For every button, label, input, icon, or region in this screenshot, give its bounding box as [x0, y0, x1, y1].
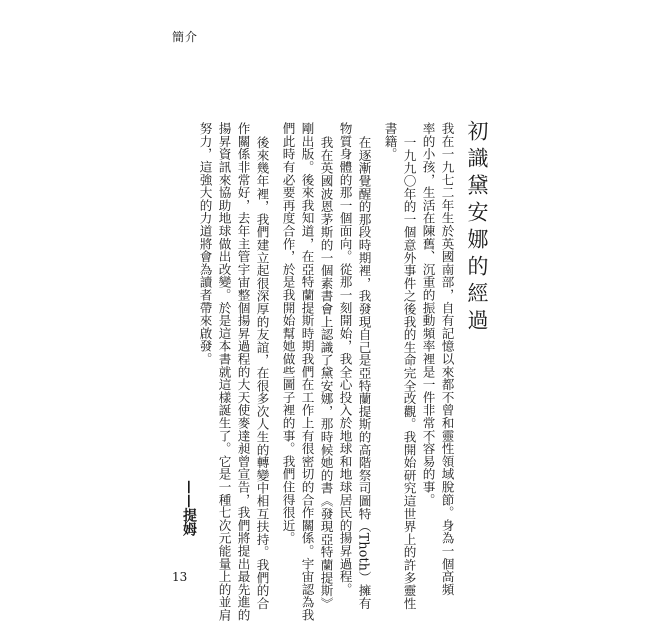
text-column: 我在一九七二年生於英國南部，自有記憶以來都不曾和靈性領域脫節。身為一個高頻: [439, 122, 455, 596]
chapter-title: 初識黛安娜的經過: [465, 120, 489, 336]
text-column: 作關係非常好，去年主管宇宙整個揚昇過程的大天使麥達昶曾宣告，我們將提出最先進的: [235, 122, 251, 621]
text-column: 揚昇資訊來協助地球做出改變。於是這本書就這樣誕生了。它是一種七次元能量上的並肩: [216, 122, 232, 621]
text-column: 後來幾年裡，我們建立起很深厚的友誼，在很多次人生的轉變中相互扶持。我們的合: [254, 136, 270, 610]
text-column: 率的小孩，生活在陳舊、沉重的振動頻率裡是一件非常不容易的事。: [420, 122, 436, 506]
text-column: 們此時有必要再度合作，於是我開始幫她做些圖子裡的事。我們住得很近。: [280, 122, 296, 545]
text-column: 書籍。: [382, 122, 398, 161]
text-column: 剛出版。後來我知道，在亞特蘭提斯時期我們在工作上有很密切的合作關係。宇宙認為我: [299, 122, 315, 621]
text-column: 物質身體的那一個面向。從那一刻開始，我全心投入於地球和地球居民的揚昇過程。: [337, 122, 353, 596]
text-column: 一九九〇年的一個意外事件之後我的生命完全改觀。我開始研究這世界上的許多靈性: [401, 136, 417, 610]
page-number: 13: [172, 570, 188, 584]
text-column: 努力，這強大的力道將會為讀者帶來啟發。: [197, 122, 213, 366]
text-column: 在逐漸覺醒的那段時期裡，我發現自己是亞特蘭提斯的高階祭司圖特（Thoth）擁有: [356, 136, 372, 610]
page-header-label: 簡介: [172, 30, 199, 44]
text-column: 我在英國波恩茅斯的一個素書會上認識了黛安娜，那時候她的書《發現亞特蘭提斯》: [318, 136, 334, 610]
author-signature: ——提姆: [181, 480, 197, 536]
